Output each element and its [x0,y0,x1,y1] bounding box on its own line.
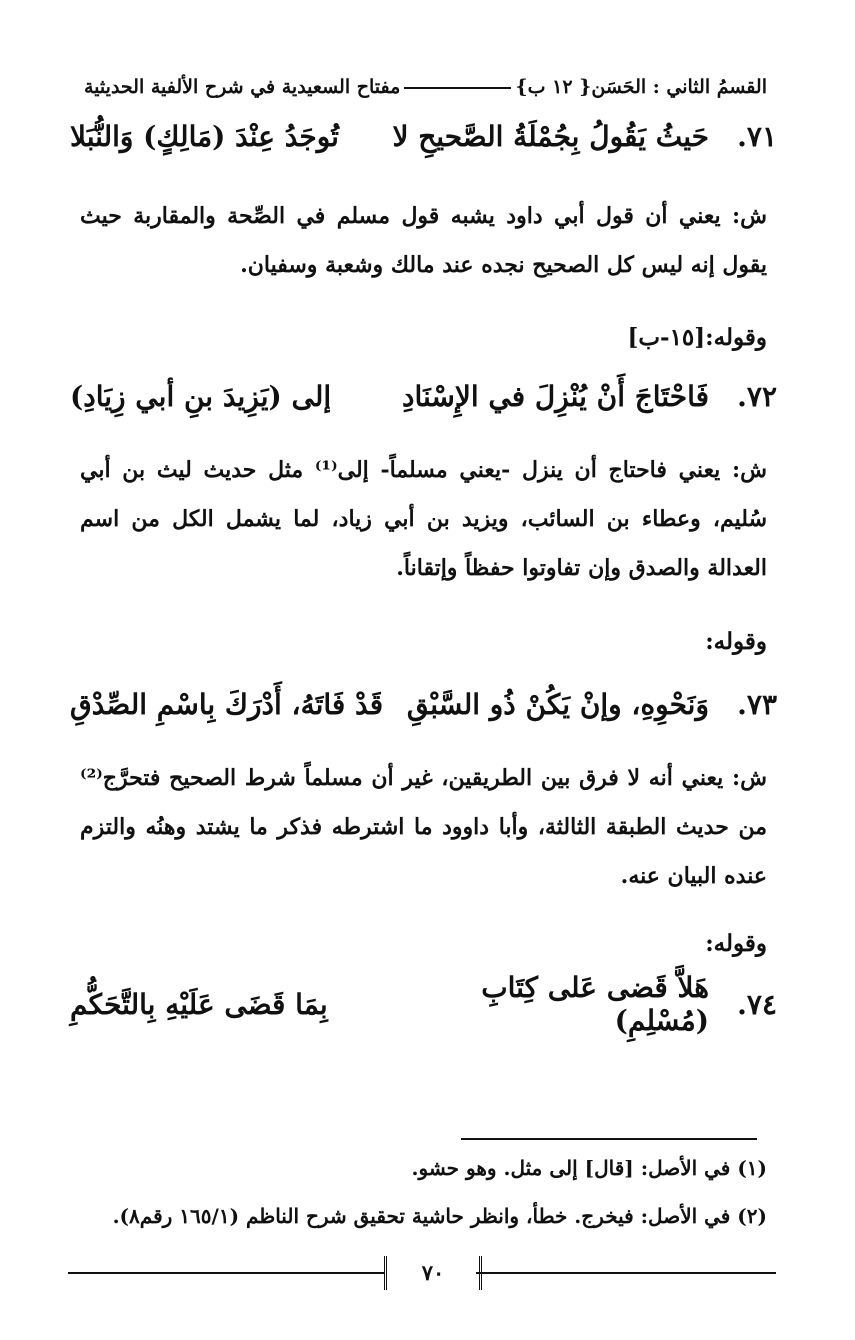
commentary-paragraph: ش: يعني أنه لا فرق بين الطريقين، غير أن مسلماً شرط الصحيح فتحرَّج⁽²⁾ من حديث الطبقة الثالثة، وأبا داوود ما اشترطه فذكر ما يشتد وهنُه والتزم عنده البيان عنه. [80,765,767,889]
footnote: (١) في الأصل: [قال] إلى مثل. وهو حشو. [411,1156,767,1180]
section-label: وقوله: [705,628,767,655]
verse-number: ٧٣. [737,687,777,721]
running-header [84,62,767,98]
footnote: (٢) في الأصل: فيخرج. خطأ، وانظر حاشية تحقيق شرح الناظم (١٦٥/١ رقم٨). [112,1204,767,1228]
verse-first-hemistich: هَلاَّ قَضى عَلى كِتَابِ (مُسْلِمِ) [481,971,709,1037]
section-label: وقوله: [705,930,767,957]
commentary-paragraph: ش: يعني فاحتاج أن ينزل -يعني مسلماً- إلى⁽¹⁾ مثل حديث ليث بن أبي سُليم، وعطاء بن السائب، ويزيد بن أبي زياد، لما يشمل الكل من اسم العدالة والصدق وإن تفاوتوا حفظاً وإتقاناً. [80,457,767,581]
verse-second-hemistich: إلى (يَزِيدَ بنِ أبي زِيَادِ) [70,379,332,413]
verse-first-hemistich: حَيثُ يَقُولُ بِجُمْلَةُ الصَّحيحِ لا [392,119,709,153]
section-label: وقوله:[١٥-ب] [627,324,767,351]
verse-72 [70,374,777,418]
verse-first-hemistich: فَاحْتَاجَ أَنْ يُنْزِلَ في الإِسْنَادِ [401,379,709,413]
footnote-separator [461,1138,757,1140]
footer-rule-left [68,1272,384,1274]
verse-second-hemistich: بِمَا قَضَى عَلَيْهِ بِالتَّحَكُّمِ [70,987,328,1021]
verse-first-hemistich: وَنَحْوِهِ، وإنْ يَكُنْ ذُو السَّبْقِ [406,687,709,721]
header-section-title: القسمُ الثاني : الحَسَن{ ١٢ ب} [515,76,767,98]
commentary-paragraph: ش: يعني أن قول أبي داود يشبه قول مسلم في الصِّحة والمقاربة حيث يقول إنه ليس كل الصحيح نجده عند مالك وشعبة وسفيان. [80,203,767,278]
header-book-title: مفتاح السعيدية في شرح الألفية الحديثية [84,76,401,98]
header-rule [404,87,511,89]
verse-number: ٧١. [737,119,777,153]
footer-rule-right [476,1272,776,1274]
verse-74 [70,971,777,1037]
verse-71 [70,114,777,158]
verse-number: ٧٤. [737,987,777,1021]
verse-73 [70,682,777,726]
verse-second-hemistich: تُوجَدُ عِنْدَ (مَالِكٍ) وَالنُّبَلا [70,119,339,153]
verse-number: ٧٢. [737,379,777,413]
verse-second-hemistich: قَدْ فَاتَهُ، أَدْرَكَ بِاسْمِ الصِّدْقِ [70,687,384,721]
page-number: ٧٠ [384,1256,482,1290]
